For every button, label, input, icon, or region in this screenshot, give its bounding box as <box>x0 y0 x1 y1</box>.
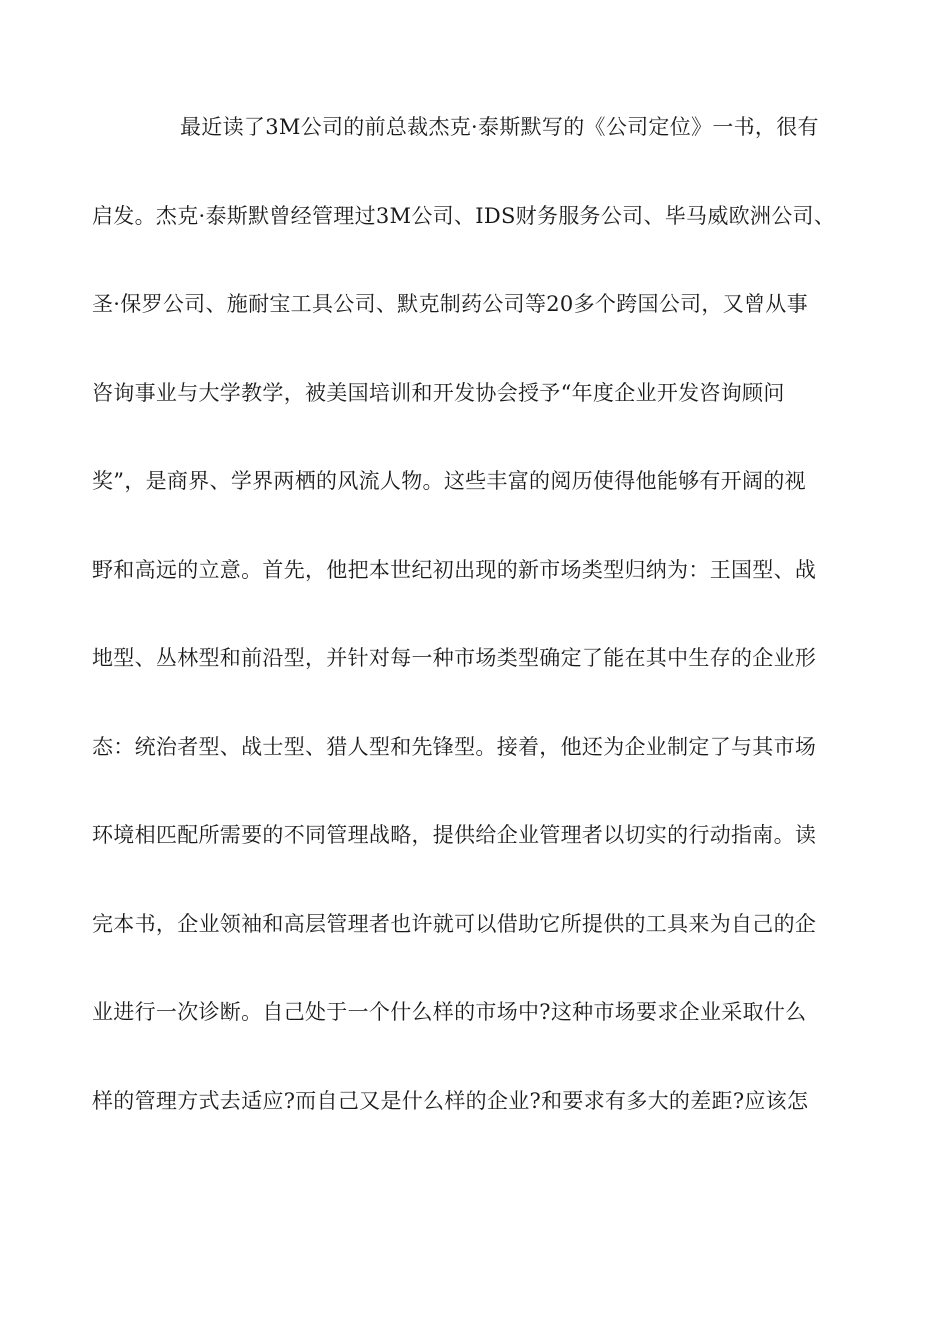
paragraph-line-5: 奖”，是商界、学界两栖的风流人物。这些丰富的阅历使得他能够有开阔的视 <box>92 469 806 493</box>
paragraph-line-2: 启发。杰克·泰斯默曾经管理过3M公司、IDS财务服务公司、毕马威欧洲公司、 <box>92 204 836 228</box>
paragraph-line-8: 态：统治者型、战士型、猎人型和先锋型。接着，他还为企业制定了与其市场 <box>92 735 817 759</box>
paragraph-line-7: 地型、丛林型和前沿型，并针对每一种市场类型确定了能在其中生存的企业形 <box>92 646 817 670</box>
paragraph-line-4: 咨询事业与大学教学，被美国培训和开发协会授予“年度企业开发咨询顾问 <box>92 381 785 405</box>
paragraph-line-10: 完本书，企业领袖和高层管理者也许就可以借助它所提供的工具来为自己的企 <box>92 912 817 936</box>
paragraph-line-12: 样的管理方式去适应?而自己又是什么样的企业?和要求有多大的差距?应该怎 <box>92 1089 809 1113</box>
paragraph-line-1: 最近读了3M公司的前总裁杰克·泰斯默写的《公司定位》一书，很有 <box>180 115 819 139</box>
paragraph-line-3: 圣·保罗公司、施耐宝工具公司、默克制药公司等20多个跨国公司，又曾从事 <box>92 292 808 316</box>
paragraph-line-11: 业进行一次诊断。自己处于一个什么样的市场中?这种市场要求企业采取什么 <box>92 1000 807 1024</box>
paragraph-line-6: 野和高远的立意。首先，他把本世纪初出现的新市场类型归纳为：王国型、战 <box>92 558 817 582</box>
paragraph-line-9: 环境相匹配所需要的不同管理战略，提供给企业管理者以切实的行动指南。读 <box>92 823 817 847</box>
